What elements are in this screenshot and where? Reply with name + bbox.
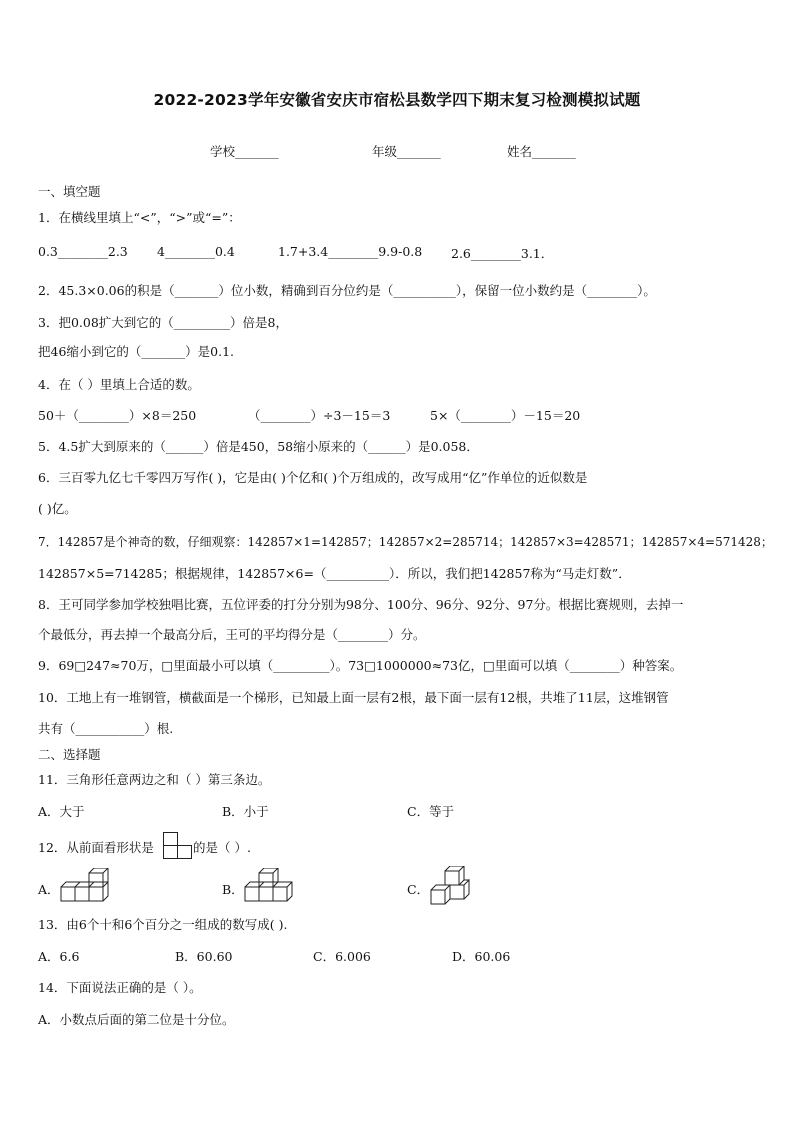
question-13: 13．由6个十和6个百分之一组成的数写成( ). <box>38 917 288 932</box>
q12-option-a: A． <box>38 882 60 897</box>
question-12-suffix: 的是（ ）. <box>193 840 251 855</box>
q13-option-b: B．60.60 <box>175 949 233 964</box>
q4-item-3: 5×（________）－15＝20 <box>430 408 581 423</box>
question-14: 14．下面说法正确的是（ ）。 <box>38 980 202 995</box>
question-1: 1．在横线里填上“<”，“>”或“=”： <box>38 210 241 225</box>
question-9: 9．69□247≈70万，□里面最小可以填（_________）。73□1000000≈73亿，□里面可以填（________）种答案。 <box>38 658 683 673</box>
q4-item-2: （________）÷3－15＝3 <box>248 408 391 423</box>
question-11: 11．三角形任意两边之和（ ）第三条边。 <box>38 772 271 787</box>
section-multiple-choice: 二、选择题 <box>38 747 101 762</box>
q1-item-2: 4________0.4 <box>157 244 235 259</box>
question-3-line-2: 把46缩小到它的（_______）是0.1. <box>38 344 235 359</box>
q13-option-a: A．6.6 <box>38 949 80 964</box>
q13-option-d: D．60.06 <box>452 949 511 964</box>
q11-option-c: C．等于 <box>407 804 455 819</box>
q14-option-a: A．小数点后面的第二位是十分位。 <box>38 1012 235 1027</box>
question-3-line-1: 3．把0.08扩大到它的（_________）倍是8， <box>38 315 288 330</box>
page-title: 2022-2023学年安徽省安庆市宿松县数学四下期末复习检测模拟试题 <box>153 91 641 109</box>
question-2: 2．45.3×0.06的积是（_______）位小数，精确到百分位约是（__________），保留一位小数约是（________）。 <box>38 283 656 298</box>
question-4: 4．在（ ）里填上合适的数。 <box>38 377 200 392</box>
school-field: 学校_______ <box>210 144 279 159</box>
q13-option-c: C．6.006 <box>313 949 371 964</box>
question-6-line-1: 6．三百零九亿七千零四万写作( )，它是由( )个亿和( )个万组成的，改写成用“亿”作单位的近似数是 <box>38 470 588 485</box>
question-6-line-2: ( )亿。 <box>38 501 77 516</box>
question-10-line-2: 共有（___________）根. <box>38 721 174 736</box>
q11-option-b: B．小于 <box>222 804 269 819</box>
q1-item-1: 0.3________2.3 <box>38 244 128 259</box>
cube-stack-a-icon <box>60 868 112 904</box>
q11-option-a: A．大于 <box>38 804 85 819</box>
section-fill-in: 一、填空题 <box>38 184 101 199</box>
question-7-line-1: 7．142857是个神奇的数，仔细观察：142857×1=142857；142857×2=285714；142857×3=428571；142857×4=571428； <box>38 535 773 549</box>
question-10-line-1: 10．工地上有一堆钢管，横截面是一个梯形，已知最上面一层有2根，最下面一层有12根，共堆了11层，这堆钢管 <box>38 690 669 705</box>
question-8-line-2: 个最低分，再去掉一个最高分后，王可的平均得分是（________）分。 <box>38 627 426 642</box>
cube-stack-b-icon <box>244 868 296 904</box>
front-view-shape-icon <box>163 832 193 860</box>
question-12-prefix: 12．从前面看形状是 <box>38 840 154 855</box>
cube-stack-c-icon <box>430 866 474 906</box>
question-5: 5．4.5扩大到原来的（______）倍是450，58缩小原来的（______）是0.058． <box>38 439 479 454</box>
q12-option-c: C． <box>407 882 430 897</box>
q1-item-4: 2.6________3.1． <box>451 246 554 261</box>
question-7-line-2: 142857×5=714285；根据规律，142857×6=（__________）．所以，我们把142857称为“马走灯数”． <box>38 566 631 581</box>
q1-item-3: 1.7+3.4________9.9-0.8 <box>278 244 423 259</box>
question-8-line-1: 8．王可同学参加学校独唱比赛，五位评委的打分分别为98分、100分、96分、92分、97分。根据比赛规则，去掉一 <box>38 597 684 612</box>
q4-item-1: 50＋（________）×8＝250 <box>38 408 197 423</box>
q12-option-b: B． <box>222 882 244 897</box>
grade-field: 年级_______ <box>372 144 441 159</box>
name-field: 姓名_______ <box>507 144 576 159</box>
